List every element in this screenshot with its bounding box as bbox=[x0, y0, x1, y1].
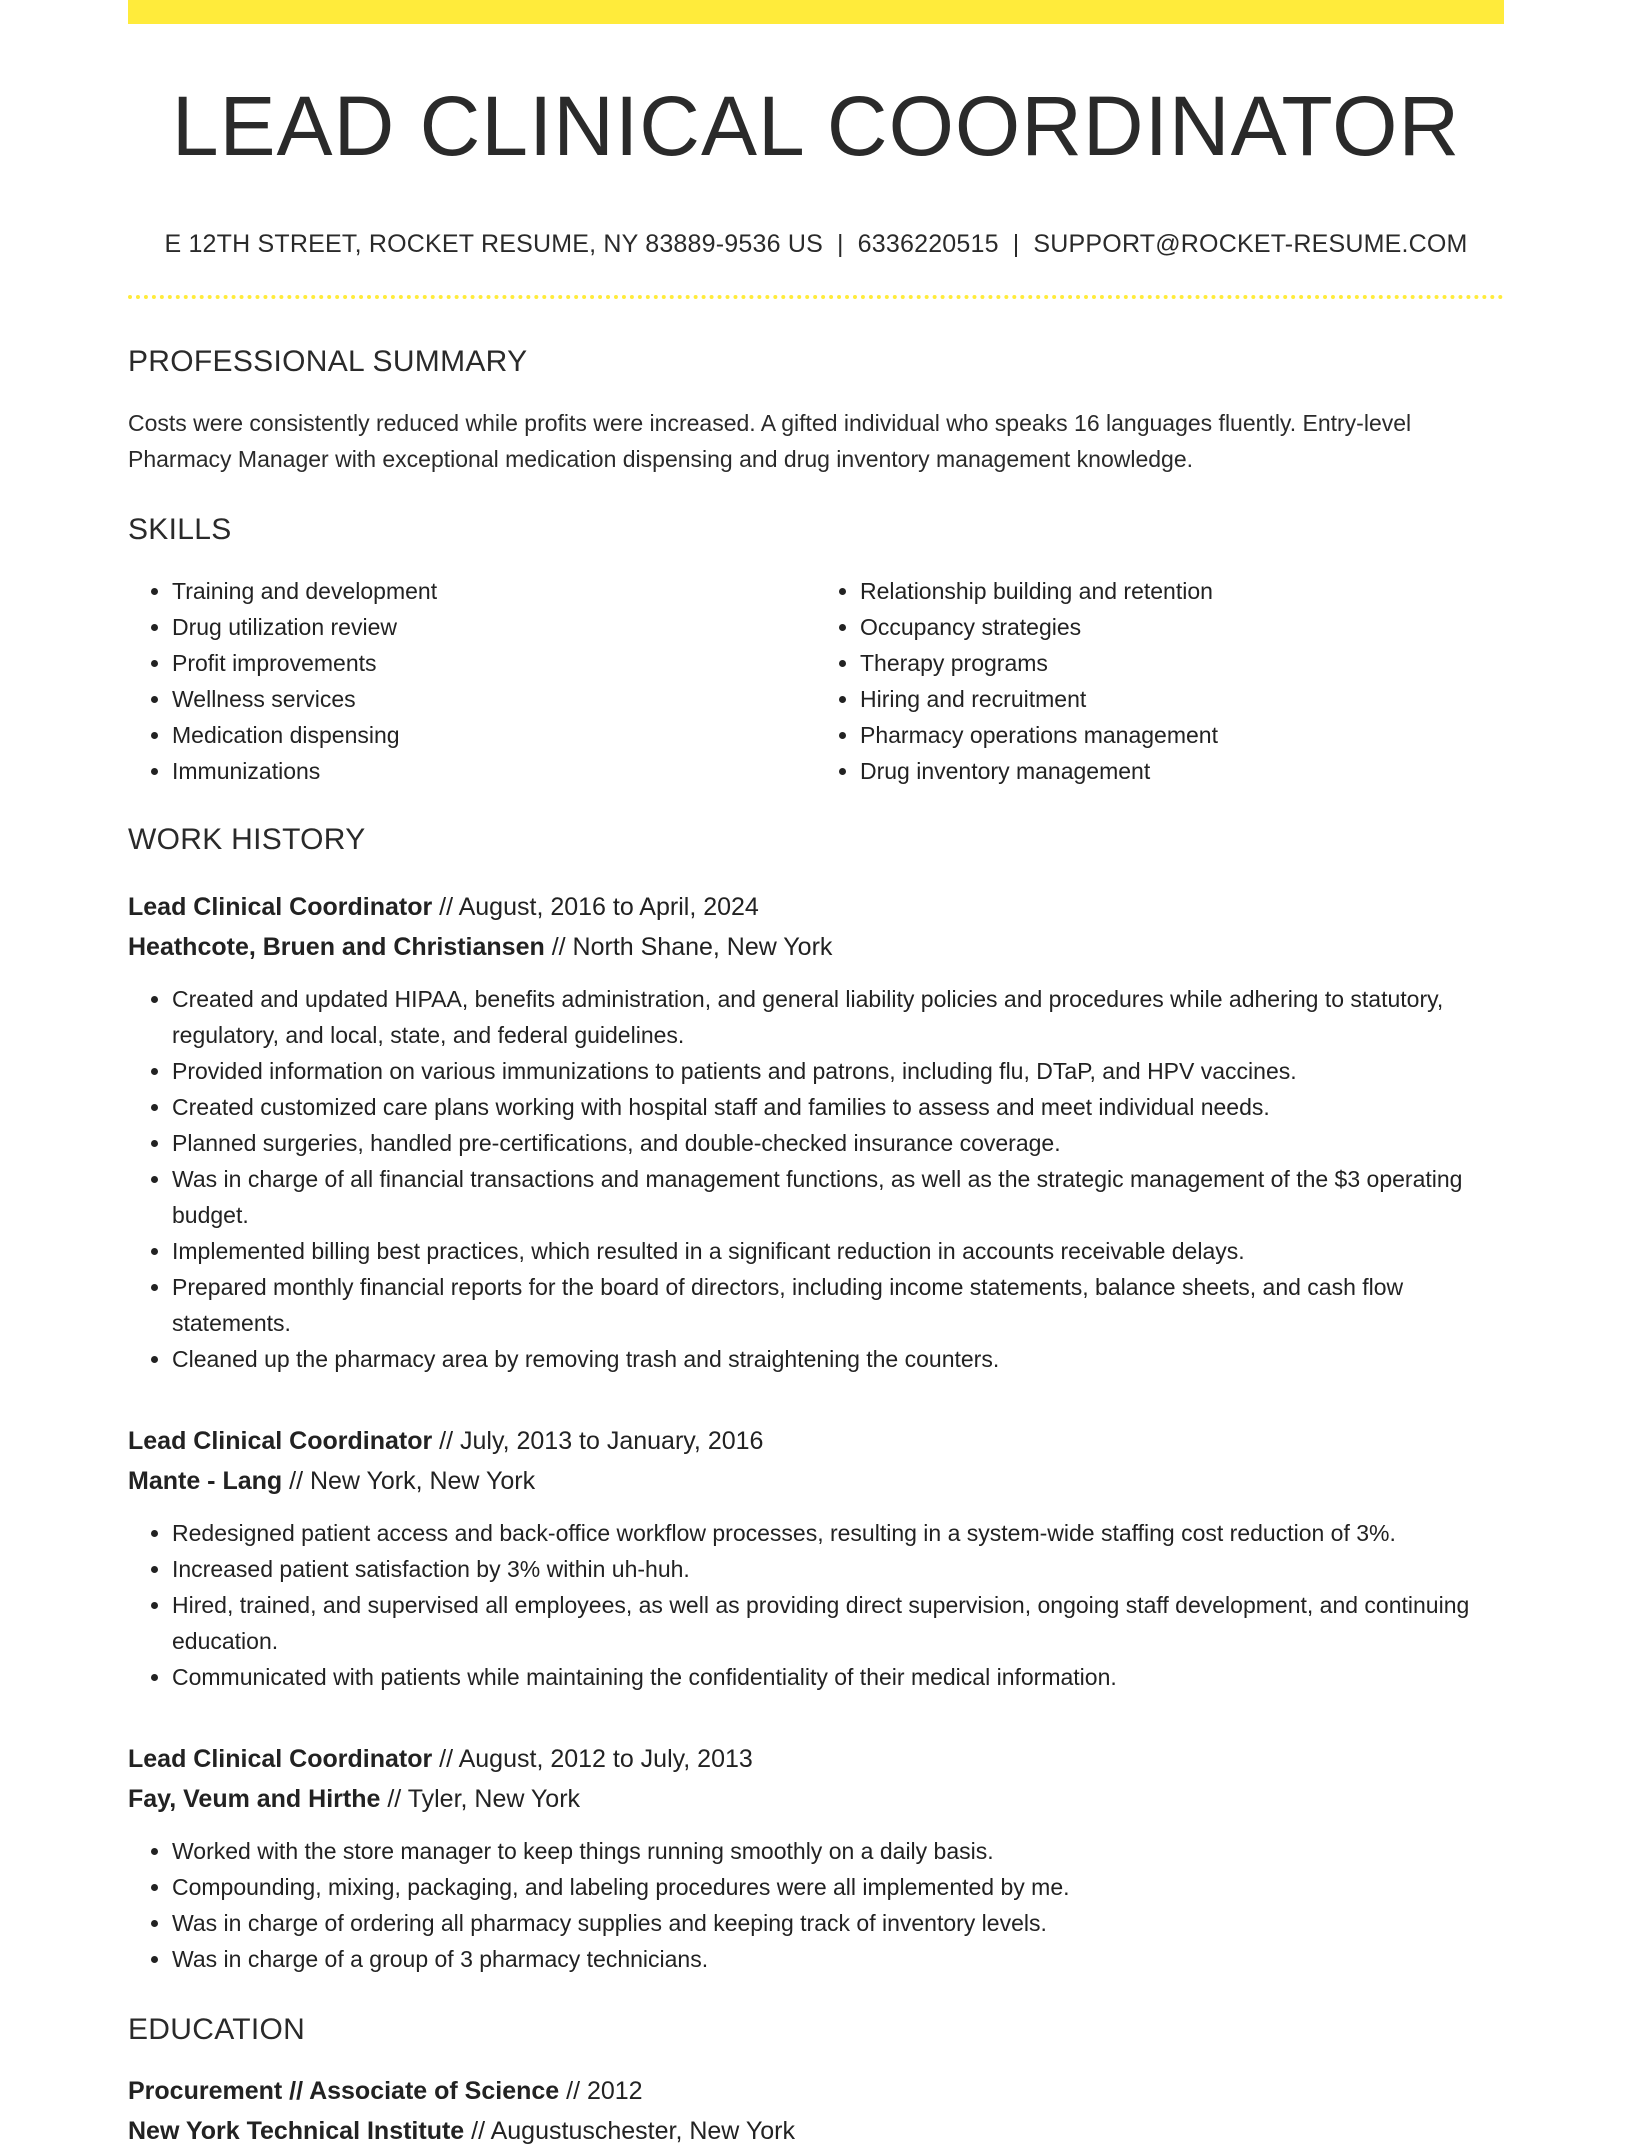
job-company-line bbox=[128, 1779, 1504, 1819]
summary-heading: PROFESSIONAL SUMMARY bbox=[128, 345, 528, 379]
skills-column-left bbox=[128, 573, 816, 789]
job-dates: // August, 2016 to April, 2024 bbox=[432, 893, 759, 922]
job-entry bbox=[128, 887, 1504, 1377]
job-title-line bbox=[128, 1421, 1504, 1461]
job-bullet: • Increased patient satisfaction by 3% within uh-huh. bbox=[172, 1551, 1504, 1587]
skills-heading: SKILLS bbox=[128, 513, 232, 547]
job-bullet: • Was in charge of all financial transactions and management functions, as well as the strategic management of the $3 operating budget. bbox=[172, 1161, 1504, 1233]
education-degree-line bbox=[128, 2071, 1504, 2111]
education-degree: Procurement // Associate of Science bbox=[128, 2077, 560, 2106]
job-company: Fay, Veum and Hirthe bbox=[128, 1785, 381, 1814]
job-role: Lead Clinical Coordinator bbox=[128, 1745, 433, 1774]
job-bullet: • Was in charge of ordering all pharmacy supplies and keeping track of inventory levels. bbox=[172, 1905, 1504, 1941]
skill-item: • Relationship building and retention bbox=[860, 573, 1504, 609]
job-company-line bbox=[128, 927, 1504, 967]
skill-item: • Profit improvements bbox=[172, 645, 816, 681]
top-accent-bar bbox=[128, 0, 1504, 24]
job-bullet: • Created and updated HIPAA, benefits administration, and general liability policies and procedures while adhering to statutory, regulatory, and local, state, and federal guidelines. bbox=[172, 981, 1504, 1053]
skill-item: • Training and development bbox=[172, 573, 816, 609]
contact-email: SUPPORT@ROCKET-RESUME.COM bbox=[1033, 230, 1468, 259]
job-title-line bbox=[128, 887, 1504, 927]
job-bullets bbox=[128, 1515, 1504, 1695]
job-company-line bbox=[128, 1461, 1504, 1501]
job-bullet: • Provided information on various immunizations to patients and patrons, including flu, DTaP, and HPV vaccines. bbox=[172, 1053, 1504, 1089]
skills-list bbox=[128, 573, 1504, 789]
contact-phone: 6336220515 bbox=[857, 230, 999, 259]
job-bullet: • Planned surgeries, handled pre-certifications, and double-checked insurance coverage. bbox=[172, 1125, 1504, 1161]
job-bullets bbox=[128, 981, 1504, 1377]
work-history-heading: WORK HISTORY bbox=[128, 823, 366, 857]
job-company: Heathcote, Bruen and Christiansen bbox=[128, 933, 545, 962]
job-dates: // July, 2013 to January, 2016 bbox=[432, 1427, 764, 1456]
skill-item: • Immunizations bbox=[172, 753, 816, 789]
job-bullet: • Prepared monthly financial reports for the board of directors, including income statements, balance sheets, and cash flow statements. bbox=[172, 1269, 1504, 1341]
job-bullet: • Worked with the store manager to keep things running smoothly on a daily basis. bbox=[172, 1833, 1504, 1869]
job-bullets bbox=[128, 1833, 1504, 1977]
skill-item: • Medication dispensing bbox=[172, 717, 816, 753]
skill-item: • Drug utilization review bbox=[172, 609, 816, 645]
job-entry bbox=[128, 1421, 1504, 1695]
education-year: // 2012 bbox=[559, 2077, 643, 2106]
skill-item: • Drug inventory management bbox=[860, 753, 1504, 789]
job-company: Mante - Lang bbox=[128, 1467, 283, 1496]
job-bullet: • Communicated with patients while maintaining the confidentiality of their medical information. bbox=[172, 1659, 1504, 1695]
job-location: // Tyler, New York bbox=[380, 1785, 581, 1814]
resume-page bbox=[128, 0, 1504, 2151]
education-heading: EDUCATION bbox=[128, 2013, 306, 2047]
education-school-line bbox=[128, 2111, 1504, 2151]
job-bullet: • Cleaned up the pharmacy area by removing trash and straightening the counters. bbox=[172, 1341, 1504, 1377]
skill-item: • Therapy programs bbox=[860, 645, 1504, 681]
job-location: // New York, New York bbox=[282, 1467, 536, 1496]
education-school: New York Technical Institute bbox=[128, 2117, 465, 2146]
job-bullet: • Created customized care plans working with hospital staff and families to assess and meet individual needs. bbox=[172, 1089, 1504, 1125]
job-dates: // August, 2012 to July, 2013 bbox=[432, 1745, 753, 1774]
skill-item: • Occupancy strategies bbox=[860, 609, 1504, 645]
job-bullet: • Hired, trained, and supervised all employees, as well as providing direct supervision, ongoing staff development, and continuing education. bbox=[172, 1587, 1504, 1659]
job-bullet: • Implemented billing best practices, which resulted in a significant reduction in accounts receivable delays. bbox=[172, 1233, 1504, 1269]
summary-text: Costs were consistently reduced while profits were increased. A gifted individual who speaks 16 languages fluently. Entry-level Pharmacy Manager with exceptional medication dispensing and drug inventory management knowledge. bbox=[128, 410, 1412, 473]
job-bullet: • Compounding, mixing, packaging, and labeling procedures were all implemented by me. bbox=[172, 1869, 1504, 1905]
contact-line bbox=[128, 230, 1504, 259]
job-role: Lead Clinical Coordinator bbox=[128, 893, 433, 922]
skills-column-right bbox=[816, 573, 1504, 789]
resume-name: LEAD CLINICAL COORDINATOR bbox=[171, 79, 1461, 173]
contact-separator: | bbox=[1012, 230, 1020, 259]
job-location: // North Shane, New York bbox=[544, 933, 833, 962]
contact-address: E 12TH STREET, ROCKET RESUME, NY 83889-9536 US bbox=[164, 230, 823, 259]
job-bullet: • Redesigned patient access and back-office workflow processes, resulting in a system-wide staffing cost reduction of 3%. bbox=[172, 1515, 1504, 1551]
education-location: // Augustuschester, New York bbox=[464, 2117, 795, 2146]
education-entry bbox=[128, 2071, 1504, 2151]
job-role: Lead Clinical Coordinator bbox=[128, 1427, 433, 1456]
job-title-line bbox=[128, 1739, 1504, 1779]
contact-separator: | bbox=[836, 230, 844, 259]
skill-item: • Wellness services bbox=[172, 681, 816, 717]
skill-item: • Hiring and recruitment bbox=[860, 681, 1504, 717]
skill-item: • Pharmacy operations management bbox=[860, 717, 1504, 753]
job-bullet: • Was in charge of a group of 3 pharmacy technicians. bbox=[172, 1941, 1504, 1977]
dotted-divider bbox=[128, 295, 1504, 299]
job-entry bbox=[128, 1739, 1504, 1977]
